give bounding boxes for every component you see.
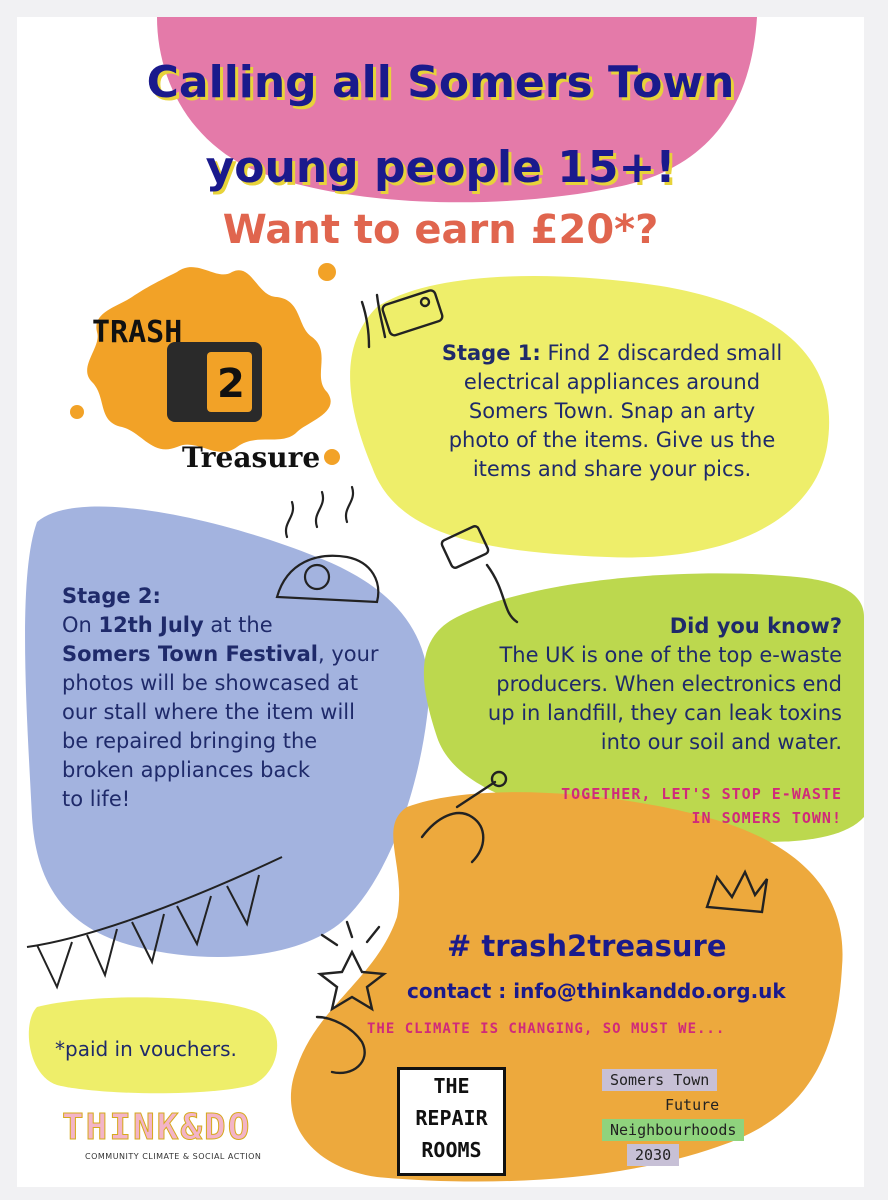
did-you-know-title: Did you know? — [669, 614, 842, 638]
stage2-label: Stage 2: — [62, 584, 161, 608]
stage2-text-2: our stall where the item will — [62, 700, 355, 724]
stage2-date: 12th July — [98, 613, 204, 637]
stage1-text-3: Somers Town. Snap an arty — [468, 399, 756, 423]
headline-line1: Calling all Somers Town — [146, 57, 735, 108]
stage2-text-1: photos will be showcased at — [62, 671, 359, 695]
stage2-line2 — [62, 640, 412, 669]
vouchers-note: *paid in vouchers. — [55, 1037, 237, 1061]
logo-trash-text: TRASH — [92, 315, 183, 350]
stage1-line1 — [402, 339, 822, 368]
dyk-text-3: up in landfill, they can leak toxins — [487, 701, 842, 725]
future-tag-1: Somers Town — [602, 1069, 717, 1091]
stage2-at-the: at the — [203, 613, 273, 637]
stage1-label: Stage 1: — [441, 341, 541, 365]
future-tag-2: Future — [657, 1094, 727, 1116]
thinkdo-tagline: COMMUNITY CLIMATE & SOCIAL ACTION — [85, 1152, 262, 1161]
logo-treasure-text: Treasure — [182, 441, 321, 474]
logo-number: 2 — [217, 361, 245, 407]
climate-slogan: THE CLIMATE IS CHANGING, SO MUST WE... — [367, 1021, 726, 1037]
together-line1: TOGETHER, LET'S STOP E-WASTE — [561, 785, 842, 803]
stage1-text-2: electrical appliances around — [463, 370, 761, 394]
stage2-line1 — [62, 611, 412, 640]
stage2-text-3: be repaired bringing the — [62, 729, 318, 753]
stage1-block — [402, 339, 822, 484]
stage2-text-4: broken appliances back — [62, 758, 311, 782]
repair-rooms-row2: REPAIR — [415, 1106, 488, 1130]
dyk-text-2: producers. When electronics end — [496, 672, 842, 696]
stage1-text-1: Find 2 discarded small — [547, 341, 783, 365]
did-you-know-block — [447, 612, 842, 757]
headline-line2: young people 15+! — [205, 142, 676, 193]
stage2-after-festival: , your — [318, 642, 379, 666]
stage2-block — [62, 582, 412, 814]
dyk-text-1: The UK is one of the top e-waste — [499, 643, 842, 667]
together-slogan — [447, 782, 842, 830]
repair-rooms-row1: THE — [433, 1074, 470, 1098]
thinkdo-logo: THINK&DO — [62, 1107, 252, 1148]
stage1-text-5: items and share your pics. — [472, 457, 752, 481]
poster — [17, 17, 864, 1187]
stage2-text-5: to life! — [62, 787, 131, 811]
stage2-on: On — [62, 613, 99, 637]
hashtag: # trash2treasure — [447, 929, 727, 963]
stage1-text-4: photo of the items. Give us the — [448, 428, 776, 452]
dyk-text-4: into our soil and water. — [600, 730, 842, 754]
future-tag-3: Neighbourhoods — [602, 1119, 744, 1141]
trash2treasure-logo — [57, 252, 347, 482]
contact-email[interactable]: contact : info@thinkanddo.org.uk — [407, 979, 786, 1003]
repair-rooms-logo — [397, 1067, 506, 1176]
together-line2: IN SOMERS TOWN! — [691, 809, 842, 827]
stage2-festival: Somers Town Festival — [62, 642, 318, 666]
repair-rooms-row3: ROOMS — [421, 1138, 482, 1162]
earn-heading: Want to earn £20*? — [222, 207, 659, 253]
future-tag-4: 2030 — [627, 1144, 679, 1166]
